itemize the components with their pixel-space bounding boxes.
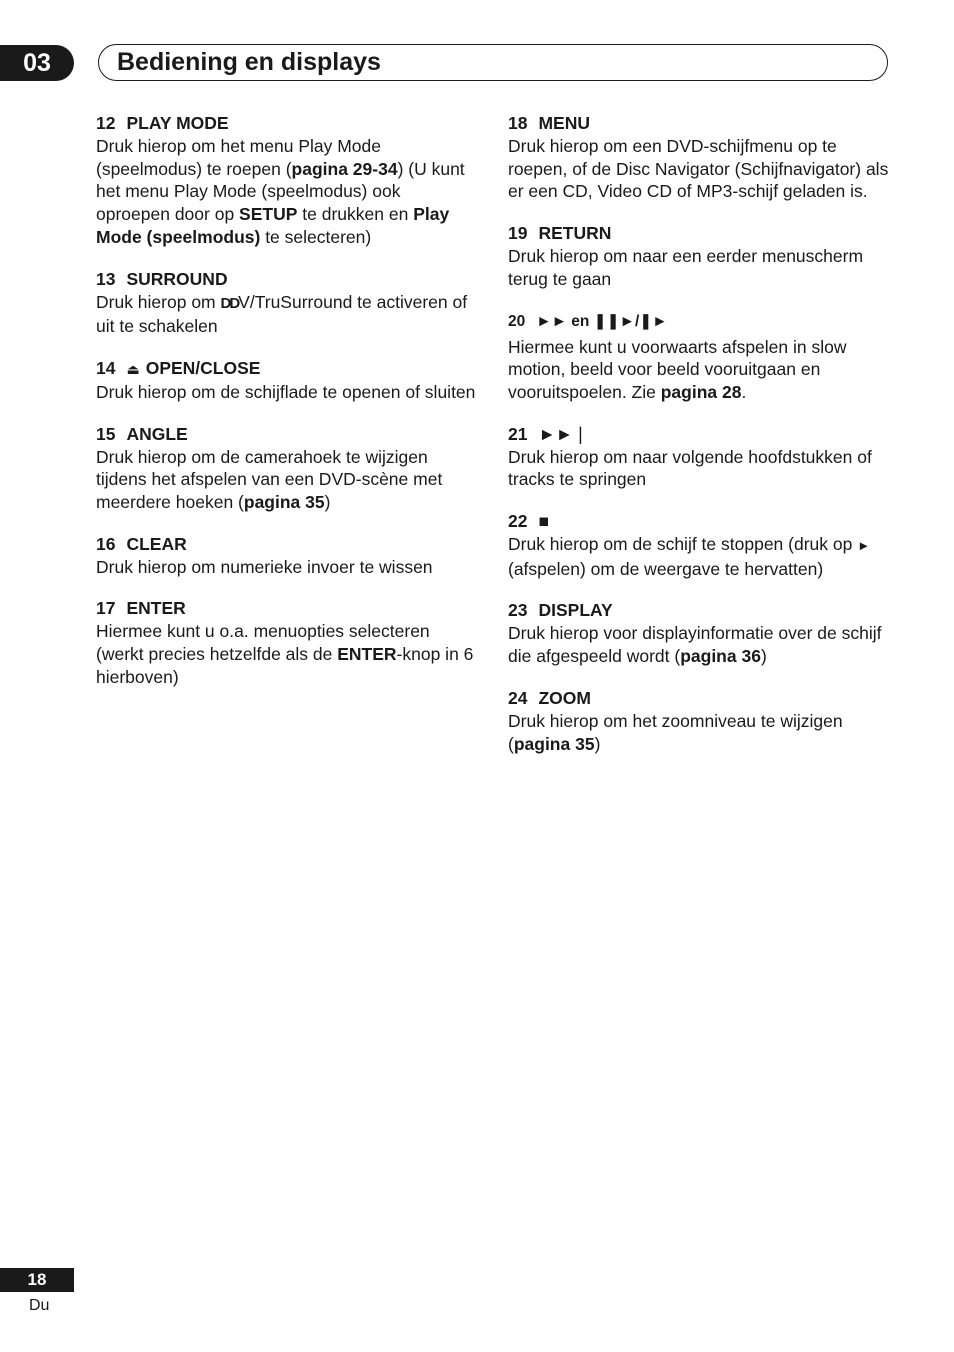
- bold-reference: pagina 36: [680, 646, 761, 667]
- bold-reference: ENTER: [337, 644, 397, 665]
- left-column: [96, 112, 476, 708]
- entry-number: 18: [508, 113, 528, 133]
- text-segment: te drukken en: [297, 204, 414, 225]
- entry-12: [96, 112, 476, 249]
- text-segment: Druk hierop om een DVD-schijfmenu op te roepen, of de Disc Navigator (Schijfnavigator) als er een CD, Video CD of MP3-schijf geladen is.: [508, 136, 889, 202]
- entry-number: 19: [508, 223, 528, 244]
- chapter-number: 03: [23, 48, 51, 77]
- text-segment: Druk hierop om naar een eerder menuscherm terug te gaan: [508, 246, 864, 289]
- entry-number: 21: [508, 423, 528, 444]
- page-title-box: [98, 44, 888, 81]
- entry-number: 13: [96, 268, 116, 289]
- entry-15: [96, 423, 476, 514]
- text-segment: Druk hierop om naar volgende hoofdstukken of tracks te springen: [508, 446, 872, 490]
- entry-heading: [508, 599, 892, 622]
- bold-reference: pagina 35: [243, 492, 325, 513]
- entry-number: 15: [96, 423, 116, 444]
- entry-description: [508, 336, 892, 404]
- entry-number: 12: [96, 113, 116, 133]
- text-segment: .: [741, 381, 747, 402]
- bold-reference: SETUP: [239, 204, 298, 225]
- entry-label: SURROUND: [126, 268, 228, 289]
- entry-label: PLAY MODE: [126, 113, 229, 133]
- entry-number: 14: [96, 357, 116, 378]
- entry-24: [508, 687, 892, 755]
- entry-description: [96, 446, 476, 514]
- entry-heading: [96, 357, 476, 381]
- entry-heading: [508, 112, 892, 135]
- entry-number: 24: [508, 687, 528, 708]
- text-segment: Druk hierop om numerieke invoer te wissen: [96, 556, 433, 577]
- slow-forward-icon: ►► en ❚❚►/❚►: [536, 312, 668, 330]
- entry-18: [508, 112, 892, 203]
- entry-number: 17: [96, 598, 116, 619]
- text-segment: -knop in 6 hierboven): [96, 644, 474, 687]
- entry-14: [96, 357, 476, 404]
- entry-heading: [96, 597, 476, 620]
- entry-description: [508, 622, 892, 667]
- text-segment: ): [760, 646, 767, 667]
- entry-description: [508, 533, 892, 580]
- text-segment: ): [594, 733, 601, 754]
- entry-description: [96, 620, 476, 688]
- text-segment: Druk hierop om: [96, 291, 221, 312]
- entry-heading: [508, 423, 892, 446]
- entry-heading: [508, 510, 892, 533]
- stop-icon: ■: [538, 511, 550, 532]
- bold-reference: pagina 35: [513, 733, 595, 754]
- text-segment: Druk hierop om het menu Play Mode (speelmodus) te roepen (: [96, 136, 381, 179]
- text-segment: Hiermee kunt u voorwaarts afspelen in slow motion, beeld voor beeld vooruitgaan en vooruitspoelen. Zie: [508, 336, 847, 402]
- entry-label: ANGLE: [126, 423, 188, 444]
- text-segment: Hiermee kunt u o.a. menuopties selecteren (werkt precies hetzelfde als de: [96, 621, 430, 665]
- entry-number: 22: [508, 511, 528, 532]
- text-segment: Druk hierop om de schijf te stoppen (druk op: [508, 534, 858, 555]
- page-number: 18: [27, 1270, 47, 1289]
- entry-22: [508, 510, 892, 580]
- entry-heading: [96, 533, 476, 556]
- page-title: Bediening en displays: [117, 48, 381, 76]
- entry-label: RETURN: [538, 223, 612, 244]
- entry-label: CLEAR: [126, 533, 187, 554]
- text-segment: Druk hierop om de camerahoek te wijzigen tijdens het afspelen van een DVD-scène met meerdere hoeken (: [96, 446, 443, 513]
- entry-description: [508, 446, 892, 491]
- dolby-icon: DD: [220, 294, 239, 312]
- entry-number: 23: [508, 600, 528, 621]
- text-segment: Druk hierop voor displayinformatie over de schijf die afgespeeld wordt (: [508, 623, 882, 667]
- entry-description: [96, 556, 476, 579]
- entry-description: [96, 381, 476, 404]
- page-number-badge: [0, 1268, 74, 1292]
- text-segment: Druk hierop om het zoomniveau te wijzigen (: [508, 710, 843, 754]
- text-segment: te selecteren): [260, 226, 372, 247]
- bold-reference: Play Mode (speelmodus): [96, 204, 450, 247]
- entry-heading: [96, 423, 476, 446]
- entry-description: [96, 135, 476, 249]
- entry-heading: [96, 268, 476, 291]
- entry-23: [508, 599, 892, 667]
- right-column: [508, 112, 892, 774]
- text-segment: ) (U kunt het menu Play Mode (speelmodus) ook oproepen door op: [96, 158, 465, 225]
- entry-label: OPEN/CLOSE: [145, 357, 261, 378]
- bold-reference: pagina 29-34: [291, 158, 398, 179]
- entry-17: [96, 597, 476, 688]
- entry-description: [508, 710, 892, 755]
- language-code: Du: [29, 1297, 50, 1314]
- entry-description: [96, 291, 476, 338]
- entry-description: [508, 135, 892, 203]
- bold-reference: pagina 28: [660, 381, 742, 402]
- entry-heading: [508, 687, 892, 710]
- entry-heading: [96, 112, 476, 135]
- entry-19: [508, 222, 892, 290]
- entry-heading: [508, 222, 892, 245]
- entry-13: [96, 268, 476, 338]
- text-segment: ): [324, 492, 331, 513]
- entry-label: ENTER: [126, 598, 186, 619]
- text-segment: V/TruSurround te activeren of uit te schakelen: [96, 291, 468, 337]
- chapter-number-badge: [0, 45, 74, 81]
- entry-description: [508, 245, 892, 290]
- text-segment: Druk hierop om de schijflade te openen of sluiten: [96, 381, 476, 402]
- entry-20: [508, 310, 892, 404]
- entry-label: MENU: [538, 113, 590, 133]
- entry-label: DISPLAY: [538, 600, 613, 621]
- entry-number: 20: [508, 312, 526, 330]
- entry-number: 16: [96, 533, 116, 554]
- entry-label: ZOOM: [538, 687, 591, 708]
- text-segment: (afspelen) om de weergave te hervatten): [508, 558, 824, 579]
- entry-21: [508, 423, 892, 491]
- eject-icon: ⏏: [126, 360, 140, 377]
- next-track-icon: ►►❘: [538, 423, 588, 444]
- entry-16: [96, 533, 476, 579]
- play-icon: ►: [857, 538, 871, 554]
- entry-heading: [508, 310, 892, 333]
